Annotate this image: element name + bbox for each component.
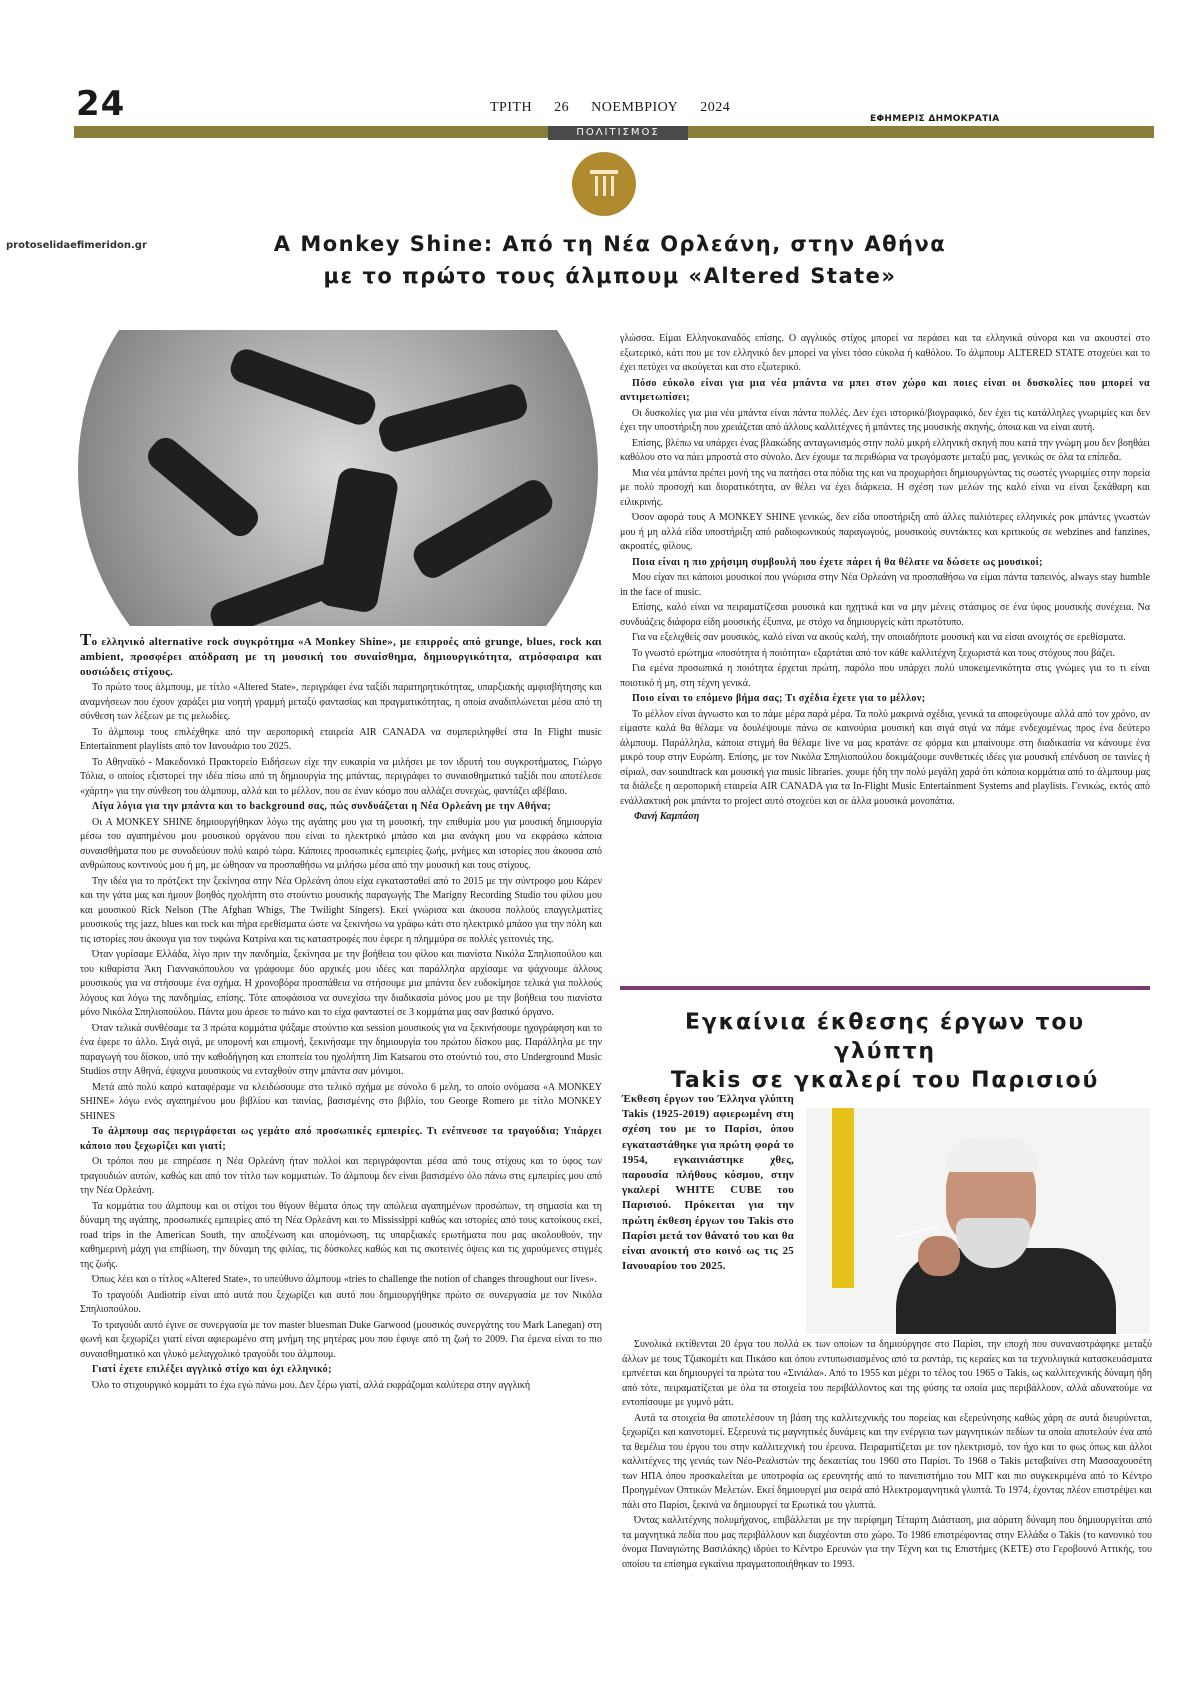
body-paragraph: Μου είχαν πει κάποιοι μουσικοί που γνώρισα στην Νέα Ορλεάνη να προσπαθήσω να είμαι πάντα ταπεινός, always stay humble in the face of music. (620, 572, 1150, 598)
body-paragraph: Οι δυσκολίες για μια νέα μπάντα είναι πάντα πολλές. Δεν έχει ιστορικό/βιογραφικό, δεν έχει τις κατάλληλες γνωριμίες και δεν έχει την υποστήριξη που χρειάζεται από άλλους καλλιτέχνες ή μπάντες της μουσικής σκηνής, όποια και να είναι αυτή. (620, 407, 1150, 433)
body-paragraph: Όπως λέει και ο τίτλος «Altered State», το υπεύθυνο άλμπουμ «tries to challenge the notion of changes throughout our lives». (92, 1274, 597, 1285)
body-paragraph: Μετά από πολύ καιρό καταφέραμε να κλειδώσουμε στο τελικό σχήμα με σύνολο 6 μελη, το οποίο ονόμασα «A MONKEY SHINE» λόγω ενός αγαπημένου μου βιβλίου και ταινίας, βασισμένης στο βιβλίο, του George Romero με τίτλο MONKEY SHINES (80, 1081, 602, 1122)
article-divider (620, 986, 1150, 990)
body-paragraph: Όντας καλλιτέχνης πολυμήχανος, επιβάλλεται με την περίφημη Τέταρτη Διάσταση, μια αόρατη δύναμη που δημιουργείται από τα μαγνητικά πεδία που μας περιβάλλουν και διαχέονται στο χώρο. Το 1986 επιστρέφοντας στην Ελλάδα ο Takis (το κανονικό του όνομα Παναγιώτης Βασιλάκης) ιδρύει το Κέντρο Ερευνών για την Τέχνη και τις Επιστήμες (ΚΕΤΕ) στο Γεροβουνό Αττικής, του οποίου τα επίσημα εγκαίνια πραγματοποιήθηκαν το 1993. (622, 1515, 1152, 1570)
body-paragraph: Όσον αφορά τους A MONKEY SHINE γενικώς, δεν είδα υποστήριξη από άλλες παλιότερες ελληνικές ροκ μπάντες γνωστών μου ή μη αλλά είδα υποστήριξη από ραδιοφωνικούς παραγωγούς, μουσικούς συντάκτες και κριτικούς σε webzines and fanzines, ακροατές, φίλους. (620, 512, 1150, 552)
body-paragraph: Το τραγούδι αυτό έγινε σε συνεργασία με τον master bluesman Duke Garwood (μουσικός συνεργάτης του Mark Lanegan) στη φωνή και ξεχωρίζει γιατί είναι αφιερωμένο στη μνήμη της μητέρας μου που έφυγε από τη ζωή το 2009. Για έμενα είναι το πιο συναισθηματικό και γλυκό μελαγχολικό τραγούδι του άλμπουμ. (80, 1319, 602, 1360)
band-photo (78, 330, 598, 626)
article-author: Φανή Καμπάση (634, 811, 700, 822)
article1-left-column (80, 632, 602, 1394)
takis-photo (806, 1108, 1150, 1334)
interview-question: Γιατί έχετε επιλέξει αγγλικό στίχο και όχι ελληνικό; (92, 1364, 332, 1375)
body-paragraph: Οι τρόποι που με επηρέασε η Νέα Ορλεάνη ήταν πολλοί και περιγράφονται μέσα από τους στίχους και το ύφος των τραγουδιών αυτών, καθώς και από τον τίτλο των κομματιών. Το άλμπουμ δεν είναι βασισμένο όλο πάνω στις εμπειρίες μου από την Νέα Ορλεάνη. (80, 1156, 602, 1196)
dateline-month: ΝΟΕΜΒΡΙΟΥ (591, 100, 679, 115)
interview-question: Το άλμπουμ σας περιγράφεται ως γεμάτο από προσωπικές εμπειρίες. Τι ενέπνευσε τα τραγούδια; Υπάρχει κάποιο που ξεχωρίζει και γιατί; (80, 1126, 602, 1152)
article2-headline-line2: Takis σε γκαλερί του Παρισιού (670, 1068, 1100, 1093)
body-paragraph: Μια νέα μπάντα πρέπει μονή της να πατήσει στα πόδια της και να προχωρήσει δημιουργώντας τις σωστές γνωριμίες στην πορεία με πολύ προσοχή και διορατικότητα, αν θέλει να έχει διάρκεια. Η σχέση των μελών της καλό είναι να είναι ξεκάθαρη και ειλικρινής. (620, 467, 1150, 508)
article1-headline-line2: με το πρώτο τους άλμπουμ «Altered State» (323, 264, 897, 288)
body-paragraph: γλώσσα. Είμαι Ελληνοκαναδός επίσης. Ο αγγλικός στίχος μπορεί να περάσει και τα ελληνικά σύνορα και να ακουστεί στο εξωτερικό, κάτι που με τον ελληνικό δεν μπορεί να γίνει τόσο εύκολα ή καθόλου. Το άλμπουμ ALTERED STATE στοχεύει και το έχει πετύχει να ακούγεται και στο εξωτερικό. (620, 333, 1150, 373)
interview-question: Ποιο είναι το επόμενο βήμα σας; Τι σχέδια έχετε για το μέλλον; (632, 693, 926, 704)
article2-headline (640, 1008, 1130, 1095)
article2-headline-line1: Εγκαίνια έκθεσης έργων του γλύπτη (685, 1010, 1085, 1064)
article2-body-paragraphs (622, 1338, 1152, 1572)
interview-question: Πόσο εύκολο είναι για μια νέα μπάντα να μπει στον χώρο και ποιες είναι οι δυσκολίες που μπορεί να αντιμετωπίσει; (620, 377, 1150, 403)
dateline-year: 2024 (700, 100, 731, 115)
dateline-day: ΤΡΙΤΗ (490, 100, 533, 115)
body-paragraph: Το γνωστό ερώτημα «ποσότητα ή ποιότητα» εξαρτάται από τον κάθε καλλιτέχνη ξεχωριστά και τους στόχους που βάζει. (632, 647, 1115, 659)
body-paragraph: Αυτά τα στοιχεία θα αποτελέσουν τη βάση της καλλιτεχνικής του πορείας και εξερεύνησης καθώς χάρη σε αυτά διευρύνεται, ξεχωρίζει και καινοτομεί. Εξερευνά τις μαγνητικές δυνάμεις και την ενέργεια των μαγνητικών πεδίων τα οποία αποτελούν ένα από τα θεμέλια του έργου του στην καλλιτεχνική του έρευνα. Πειραματίζεται με τον ηλεκτρισμό, τον ήχο και το φως όπως και άλλοι καλλιτέχνες της γενιάς των Νέο-Ρεαλιστών της δεκαετίας του 1960 στο Παρίσι. Το 1968 ο Takis μεταβαίνει στη Μασσαχουσέτη των ΗΠΑ όπου προσκαλείται με υποτροφία ως ερευνητής από το πανεπιστήμιο του MIT και πιο συγκεκριμένα από το Κέντρο Προηγμένων Οπτικών Μελετών. Εκεί δημιουργεί μια σειρά από Ηλεκτρομαγνητικά γλυπτά. Το 1974, έχοντας πλέον επιστρέψει και πάλι στο Παρίσι, ξεκινά να δημιουργεί τα Ερωτικά του γλυπτά. (622, 1412, 1152, 1511)
body-paragraph: Για εμένα προσωπικά η ποιότητα έρχεται πρώτη, παρόλο που υπάρχει πολύ υποκειμενικότητα στις γνώμες για το τι είναι ποιοτικό ή μη, στη τέχνη γενικά. (620, 663, 1150, 689)
body-paragraph: Το άλμπουμ τους επιλέχθηκε από την αεροπορική εταιρεία AIR CANADA να συμπεριληφθεί στα In Flight music Entertainment playlists από τον Ιανουάριο του 2025. (80, 726, 602, 752)
body-paragraph: Την ιδέα για το πρότζεκτ την ξεκίνησα στην Νέα Ορλεάνη όπου είχα εγκατασταθεί από το 2015 με την σύντροφο μου Κάρεν και την γάτα μας και ήμουν βοηθός ηχολήπτη στο στούντιο μουσικής παραγωγής The Marigny Recording Studio του φίλου μου και μουσικού Rick Nelson (The Afghan Whigs, The Twilight Singers). Εκεί γνώρισα και άκουσα πολλούς επαγγελματίες μουσικούς της jazz, blues και rock και πήρα ερεθίσματα ώστε να ξεκινήσω να γράφω κάτι στο ηλεκτρικό μπάσο για την πόλη και τις ιστορίες που άκουγα για τον τυφώνα Κατρίνα και τις καταστροφές που έφερε η πλημμύρα σε πολλές γειτονιές της. (80, 875, 602, 945)
body-paragraph: Το τραγούδι Audiotrip είναι από αυτά που ξεχωρίζει και αυτό που δημιουργήθηκε πρώτο σε συνεργασία με τον Νικόλα Σπηλιοπούλου. (80, 1289, 602, 1315)
article1-headline-line1: A Monkey Shine: Από τη Νέα Ορλεάνη, στην Αθήνα (273, 232, 947, 256)
dateline-date: 26 (554, 100, 570, 115)
column-logo-icon (572, 152, 636, 216)
dateline (490, 100, 748, 116)
band-photo-disc (78, 330, 598, 626)
article1-headline (260, 228, 960, 292)
body-paragraph: Το Αθηναϊκό - Μακεδονικό Πρακτορείο Ειδήσεων είχε την ευκαιρία να μιλήσει με τον ιδρυτή του συγκροτήματος, Γιώργο Τόλια, ο οποίος εξιστορεί την ιδέα πίσω από τη δημιουργία της μπάντας, περιγράφει το συναισθηματικό ταξίδι που αποτέλεσε «χάρτη» για την σύνθεση του άλμπουμ, αλλά και το μέλλον, που σε έναν κόσμο που αλλάζει συνεχώς, φαντάζει αβέβαιο. (80, 756, 602, 797)
body-paragraph: Συνολικά εκτίθενται 20 έργα του πολλά εκ των οποίων τα δημιούργησε στο Παρίσι, την εποχή που συναναστράφηκε μεταξύ άλλων με τους Τζιακομέτι και Πικάσο και όπου εντυπωσιασμένος από τα ραντάρ, τις κεραίες και τα τεχνολογικά κατασκευάσματα εμπνέεται και δημιουργεί τα πρώτα του «Σινιάλα». Από το 1955 και μέχρι το τέλος του 1965 ο Takis, ως καλλιτεχνικής δύναμη ήδη από τότε, πειραματίζεται με όλα τα στοιχεία του περιβάλλοντος και της φύσης τα οποία μας περιβάλλουν, αλλά αδυνατούμε να εντοπίσουμε με γυμνό μάτι. (622, 1339, 1152, 1408)
body-paragraph: Το μέλλον είναι άγνωστο και το πάμε μέρα παρά μέρα. Τα πολύ μακρινά σχέδια, γενικά τα αποφεύγουμε αλλά από τον χρόνο, αν είμαστε καλά θα θέλαμε να δουλέψουμε πάνω σε καινούρια μουσική και σιγά σιγά να πάμε ενδεχομένως προς ένα δεύτερο άλμπουμ. Παράλληλα, κάποια στιγμή θα θέλαμε live να μας κρατάνε σε φόρμα και μπαίνουμε στη διαδικασία να κάνουμε ένα μικρό τουρ στην Ευρώπη. Επίσης, με τον Νικόλα Σπηλιοπούλου δοκιμάζουμε συνθετικές ιδέες για μουσική επένδυση σε ταινίες ή σίριαλ, σαν soundtrack και μουσική για music libraries. χουμε ήδη την πολύ μεγάλη χαρά ότι κάποια κομμάτια από το άλμπουμ μας τα διάλεξε η αεροπορική εταιρεία AIR CANADA για τα In-Flight Music Entertainment Systems and playlists. Γενικώς, εκτός από ενάλλακτική ροκ μπάντα το project αυτό στοχεύει και σε άλλα μουσικά μονοπάτια. (620, 708, 1150, 807)
article1-right-column (620, 332, 1150, 826)
interview-question: Ποια είναι η πιο χρήσιμη συμβουλή που έχετε πάρει ή θα θέλατε να δώσετε ως μουσικοί; (632, 556, 1043, 568)
body-paragraph: Επίσης, καλό είναι να πειραματίζεσαι μουσικά και ηχητικά και να μην μένεις στάσιμος σε ένα ύφος μουσικής συνέχεια. Να συνδυάζεις διάφορα είδη μουσικής έξυπνα, με στόχο να δημιουργείς κάτι πρωτότυπο. (620, 602, 1150, 628)
body-paragraph: Το πρώτο τους άλμπουμ, με τίτλο «Altered State», περιγράφει ένα ταξίδι παρατηρητικότητας, υπαρξιακής αμφισβήτησης και αναμνήσεων που έχουν χαράξει μια νοητή γραμμή μεταξύ φαντασίας και πραγματικότητας, η οποία αναδιπλώνεται μέσα από τη σύνθεση των λέξεων με τις μελωδίες. (80, 682, 602, 722)
article1-right-body (620, 332, 1150, 825)
interview-question: Λίγα λόγια για την μπάντα και το background σας, πώς συνδυάζεται η Νέα Ορλεάνη με την Αθήνα; (92, 801, 552, 812)
article1-lead: Το ελληνικό alternative rock συγκρότημα «A Monkey Shine», με επιρροές από grunge, blues, rock και ambient, προσφέρει απόδραση με τη μουσική του συναίσθημα, δημιουργικότητα, ατμόσφαιρα και ουσιώδεις στίχους. (80, 630, 602, 678)
article2-lead: Έκθεση έργων του Έλληνα γλύπτη Takis (1925-2019) αφιερωμένη στη σχέση του με το Παρίσι, όπου εγκαταστάθηκε για πρώτη φορά το 1954, εγκαινιάστηκε χθες, παρουσία πλήθους κόσμου, στην γκαλερί WHITE CUBE του Παρισιού. Πρόκειται για την πρώτη έκθεση έργων του Takis στο Παρίσι μετά τον θάνατό του και θα είναι ανοικτή στο κοινό ως τις 25 Ιανουαρίου του 2025. (622, 1093, 794, 1273)
body-paragraph: Όταν γυρίσαμε Ελλάδα, λίγο πριν την πανδημία, ξεκίνησα με την βοήθεια του φίλου και πιανίστα Νικόλα Σπηλιοπούλου και του κιθαρίστα Άκη Γιαννακόπουλου να γράφουμε δύο αρχικές μου ιδέες και παράλληλα αρχίσαμε να ψάχνουμε άλλους μουσικούς για να στήσουμε ένα σχήμα. Η χρονοβόρα προσπάθεια να στήσουμε μια μπάντα δεν ευδοκίμησε τελικά για πολλούς λόγους και λόγω της πανδημίας, επίσης. Τότε αποφάσισα να συνεχίσω την διαδικασία μόνος μου με την βοήθεια του πιανίστα μόνο Νικόλα Σπηλιοπούλου. Πάντα μου άρεσε το πιάνο και το είχα φανταστεί σε 3 κομμάτια μας σαν βασικό όργανο. (80, 949, 602, 1018)
body-paragraph: Τα κομμάτια του άλμπουμ και οι στίχοι του θίγουν θέματα όπως την απώλεια αγαπημένων προσώπων, τη σημασία και τη δύναμη της αγάπης, προσωπικές εμπειρίες από τη Νέα Ορλεάνη και το Mississippi καθώς και ιστορίες από τους κατοίκους εκεί, road trips in the American South, την αποξένωση και απομόνωση, τις υπαρξιακές ερωτήματα που μας ακολουθούν, την καθημερινή μάχη για επιβίωση, την δύναμη της φιλίας, τις δύσκολες καθώς και τις σκοτεινές όψεις και τις χαρούμενες στιγμές της ζωής. (80, 1200, 602, 1270)
watermark: protoselidaefimeridon.gr (6, 240, 147, 251)
newspaper-name: ΕΦΗΜΕΡΙΣ ΔΗΜΟΚΡΑΤΙΑ (870, 114, 1000, 124)
body-paragraph: Όλο το στιχουργικό κομμάτι το έχω εγώ πάνω μου. Δεν ξέρω γιατί, αλλά εκφράζομαι καλύτερα στην αγγλική (92, 1379, 531, 1391)
page-number: 24 (76, 84, 126, 124)
article1-left-body (80, 681, 602, 1393)
article2-body (622, 1338, 1152, 1573)
yellow-panel (832, 1108, 854, 1288)
body-paragraph: Επίσης, βλέπω να υπάρχει ένας βλακώδης ανταγωνισμός στην πολύ μικρή ελληνική σκηνή που κατά την γνώμη μου δεν βοηθάει καθόλου στο να πάει μπροστά στο σύνολο. Δεν έχουμε τα περιθώρια να τρωγόμαστε μεταξύ μας, γενικώς σε όλα τα επίπεδα. (620, 437, 1150, 463)
body-paragraph: Για να εξελιχθείς σαν μουσικός, καλό είναι να ακούς καλή, την οποιαδήποτε μουσική και να είσαι ανοιχτός σε ερεθίσματα. (632, 632, 1126, 643)
body-paragraph: Όταν τελικά συνθέσαμε τα 3 πρώτα κομμάτια ψάξαμε στούντιο και session μουσικούς για να ξεκινήσουμε ηχογράφηση και το ένα έφερε το άλλο. Σιγά σιγά, με υπομονή και επιμονή, ξεκινήσαμε την δημιουργία του πρώτου δίσκου μας. Παράλληλα με την παραγωγή του δίσκου, υπό την καθοδήγηση και εποπτεία του ηχολήπτη Jim Katsarou στο στούντιό του, στο Underground Music Studios στην Αθηνά, έψαχνα μουσικούς να ενταχθούν στην μπάντα σαν μόνιμοι. (80, 1022, 602, 1077)
section-label: ΠΟΛΙΤΙΣΜΟΣ (548, 126, 688, 140)
body-paragraph: Οι A MONKEY SHINE δημιουργήθηκαν λόγω της αγάπης μου για τη μουσική, την επιθυμία μου για μουσική δημιουργία μέσω του αγαπημένου μου μουσικού οργάνου που είναι το ηλεκτρικό μπάσο και μια ανάγκη μου να εκφράσω κάποια συναισθήματα που με συνοδεύουν πολύ καιρό τώρα. Κάποιες προσωπικές εμπειρίες ζωής, μνήμες και ιστορίες που άκουσα από ανθρώπους κοντινούς μου ή μη, με ώθησαν να προσπαθήσω να μιλήσω μέσα από την μουσική και τους στίχους. (80, 816, 602, 871)
